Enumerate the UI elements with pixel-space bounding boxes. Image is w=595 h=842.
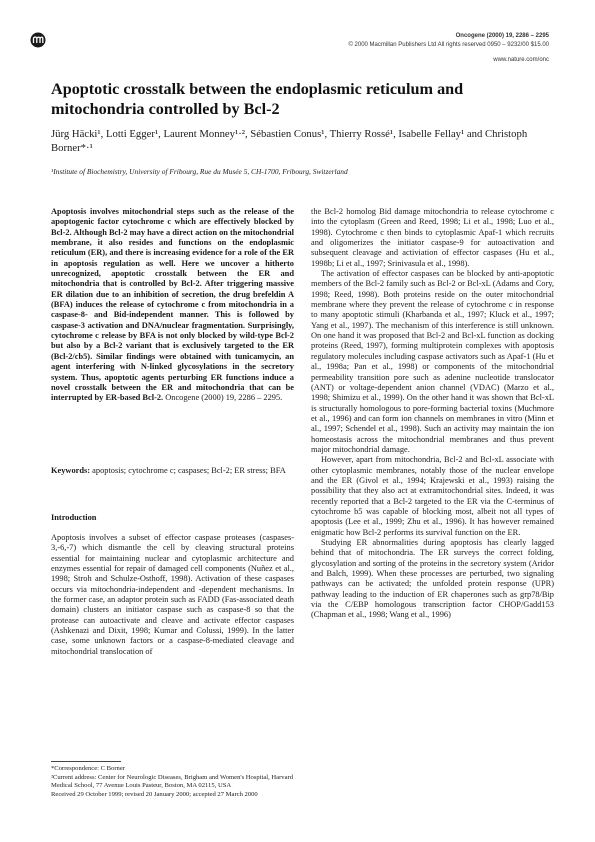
paragraph: Studying ER abnormalities during apoptosis has clearly lagged behind that of mitochondria. The ER surveys the correct folding, glycosylation and sorting of the proteins in the secretory system (Aridor and Balch, 1999). When these processes are perturbed, two signaling pathways can be activated; the unfolded protein response (UPR) pathway leading to the induction of ER chaperones such as grp78/Bip via the C/EBP homologous transcription factor CHOP/Gadd153 (Chapman et al., 1998; Wang et al., 1996) — [311, 538, 554, 620]
footnote-divider — [51, 761, 121, 762]
journal-citation-header: Oncogene (2000) 19, 2286 – 2295 — [455, 33, 549, 39]
abstract-citation: Oncogene (2000) 19, 2286 – 2295. — [165, 393, 283, 403]
affiliation: ¹Institute of Biochemistry, University of Fribourg, Rue du Musée 5, CH-1700, Fribourg, Switzerland — [51, 167, 348, 176]
paragraph: the Bcl-2 homolog Bid damage mitochondria to release cytochrome c into the cytoplasm (Green and Reed, 1998; Li et al., 1998; Luo et al., 1998). Cytochrome c then binds to cytoplasmic Apaf-1 which recruits and oligomerizes the initiator caspase-9 for autoactivation and subsequent cleavage and activiation of effector caspases (Hu et al., 1998b; Li et al., 1997; Srinivasula et al., 1998). — [311, 207, 554, 268]
received-dates: Received 29 October 1999; revised 20 January 2000; accepted 27 March 2000 — [51, 790, 258, 798]
paragraph: The activation of effector caspases can be blocked by anti-apoptotic members of the Bcl-2 family such as Bcl-2 or Bcl-xL (Adams and Cory, 1998; Reed, 1998). Both proteins reside on the outer mitochondrial membrane where they prevent the release of cytochrome c in response to many apoptotic stimuli (Kharbanda et al., 1997; Kluck et al., 1997; Yang et al., 1997). The mechanism of this interference is still unknown. On one hand it was proposed that Bcl-2 and Bcl-xL function as docking proteins (Reed, 1997), forming multiprotein complexes with apoptosis regulatory molecules including caspase activators such as Apaf-1 (Hu et al., 1998a; Pan et al., 1998) or components of the mitochondrial permeability transition pore such as adenine nucleotide translocator (ANT) or voltage-dependent anion channel (VDAC) (Marzo et al., 1998; Shimizu et al., 1999). On the other hand it was shown that Bcl-xL is structurally homologous to pore-forming bacterial toxins (Muchmore et al., 1996) and can form ion channels on membranes in vitro (Minn et al., 1997; Schendel et al., 1998). Such an activity may maintain the ion homeostasis across the mitochondrial membranes and thus prevent major mitochondrial damage. — [311, 269, 554, 454]
journal-url[interactable]: www.nature.com/onc — [493, 57, 549, 63]
footnotes — [51, 765, 294, 799]
publisher-logo-icon — [30, 32, 46, 48]
keywords-label: Keywords: — [51, 466, 91, 475]
right-column — [311, 207, 554, 621]
current-address-note: ²Current address: Center for Neurologic Diseases, Brigham and Women's Hospital, Harvard Medical School, 77 Avenue Louis Pasteur, Boston, MA 02115, USA — [51, 773, 294, 789]
abstract-text: Apoptosis involves mitochondrial steps such as the release of the apoptogenic factor cytochrome c which are effectively blocked by Bcl-2. Although Bcl-2 may have a direct action on the mitochondrial membrane, it also resides and functions on the endoplasmic reticulum (ER), and there is increasing evidence for a role of the ER in apoptosis regulation as well. Here we uncover a hitherto unrecognized, apoptotic crosstalk between the ER and mitochondria that is controlled by Bcl-2. After triggering massive ER dilation due to an inhibition of secretion, the drug brefeldin A (BFA) induces the release of cytochrome c from mitochondria in a caspase-8- and Bid-independent manner. This is followed by caspase-3 activation and DNA/nuclear fragmentation. Surprisingly, cytochrome c release by BFA is not only blocked by wild-type Bcl-2 but also by a Bcl-2 variant that is exclusively targeted to the ER (Bcl-2/cb5). Similar findings were obtained with tunicamycin, an agent interfering with N-linked glycosylations in the secretory system. Thus, apoptotic agents perturbing ER functions induce a novel crosstalk between the ER and mitochondria that can be interrupted by ER-based Bcl-2. — [51, 207, 294, 403]
article-title: Apoptotic crosstalk between the endoplasmic reticulum and mitochondria controlled by Bcl-2 — [51, 80, 464, 118]
paragraph: Apoptosis involves a subset of effector caspase proteases (caspases-3,-6,-7) which dismantle the cell by cleaving structural proteins essential for maintaining nuclear and cytoplasmic architecture and enzymes essential for repair of damaged cell components (Nuñez et al., 1998; Stroh and Schulze-Osthoff, 1998). Activation of these caspases occurs via mitochondria-independent and -dependent mechanisms. In the former case, an adaptor protein such as FADD (Fas-associated death domain) clusters an initiator caspase such as caspase-8 so that the protease can autoactivate and cleave and activate effector caspases (Ashkenazi and Dixit, 1998; Kumar and Colussi, 1999). In the latter case, some unknown factors or a caspase-8-mediated cleavage and mitochondrial translocation of — [51, 533, 294, 656]
introduction-text — [51, 533, 294, 657]
copyright-line: © 2000 Macmillan Publishers Ltd All rights reserved 0950 – 9232/00 $15.00 — [348, 42, 549, 48]
author-list: Jürg Häcki¹, Lotti Egger¹, Laurent Monney¹·², Sébastien Conus¹, Thierry Rossé¹, Isabelle Fellay¹ and Christoph Borner*·¹ — [51, 128, 528, 154]
keywords-text: apoptosis; cytochrome c; caspases; Bcl-2; ER stress; BFA — [92, 466, 286, 475]
correspondence-note: *Correspondence: C Borner — [51, 765, 125, 772]
abstract — [51, 207, 294, 404]
paragraph: However, apart from mitochondria, Bcl-2 and Bcl-xL associate with other cytoplasmic membranes, notably those of the nuclear envelope and the ER (Givol et al., 1994; Krajewski et al., 1993) raising the possibility that they also act at extramitochondrial sites. Indeed, it was recently reported that a Bcl-2 targeted to the ER via the C-terminus of cytochrome b5 was capable of blocking most, albeit not all types of apoptosis (Lee et al., 1999; Zhu et al., 1996). It has however remained enigmatic how Bcl-2 performs its survival function on the ER. — [311, 455, 554, 537]
section-heading-introduction: Introduction — [51, 513, 97, 522]
keywords — [51, 466, 294, 476]
